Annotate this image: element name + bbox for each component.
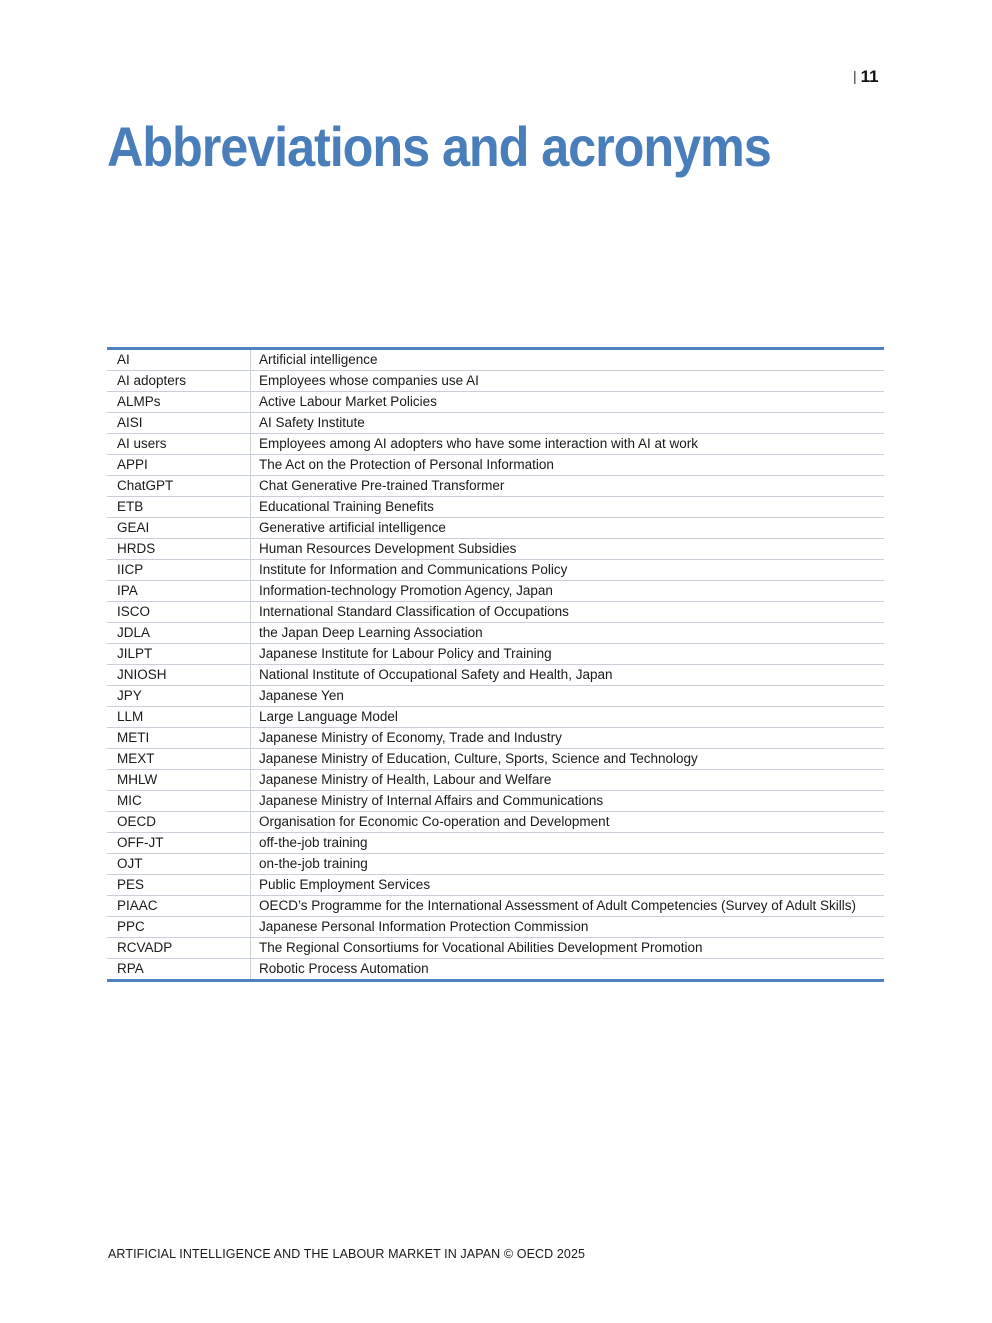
definition-cell: Organisation for Economic Co-operation and Development: [251, 812, 885, 833]
abbreviation-cell: HRDS: [107, 539, 251, 560]
abbreviation-cell: OJT: [107, 854, 251, 875]
table-row: [107, 476, 884, 497]
abbreviation-cell: JPY: [107, 686, 251, 707]
definition-cell: Employees among AI adopters who have some interaction with AI at work: [251, 434, 885, 455]
definition-cell: National Institute of Occupational Safety and Health, Japan: [251, 665, 885, 686]
definition-cell: on-the-job training: [251, 854, 885, 875]
abbreviation-cell: AISI: [107, 413, 251, 434]
definition-cell: Generative artificial intelligence: [251, 518, 885, 539]
definition-cell: Robotic Process Automation: [259, 961, 429, 977]
abbreviation-cell: ChatGPT: [107, 476, 251, 497]
abbreviation-cell: PES: [107, 875, 251, 896]
table-row: [107, 896, 884, 917]
abbreviation-cell: LLM: [107, 707, 251, 728]
abbreviation-cell: JDLA: [107, 623, 251, 644]
definition-cell: AI Safety Institute: [251, 413, 885, 434]
definition-cell: Japanese Institute for Labour Policy and Training: [251, 644, 885, 665]
definition-cell: Japanese Ministry of Internal Affairs and Communications: [251, 791, 885, 812]
table-row: [107, 854, 884, 875]
table-row: [107, 581, 884, 602]
definition-cell: OECD’s Programme for the International Assessment of Adult Competencies (Survey of Adult Skills): [251, 896, 885, 917]
page-number-value: 11: [860, 67, 879, 86]
definition-cell: Institute for Information and Communications Policy: [251, 560, 885, 581]
table-row: [107, 560, 884, 581]
definition-cell: Information-technology Promotion Agency, Japan: [251, 581, 885, 602]
abbreviation-cell: PPC: [107, 917, 251, 938]
abbreviation-cell: JNIOSH: [107, 665, 251, 686]
abbreviation-cell: OECD: [107, 812, 251, 833]
abbreviation-cell: AI adopters: [107, 371, 251, 392]
abbreviation-cell: RCVADP: [107, 938, 251, 959]
table-row: [107, 602, 884, 623]
table-row: [107, 770, 884, 791]
abbreviation-cell: GEAI: [107, 518, 251, 539]
definition-cell: Artificial intelligence: [251, 349, 885, 371]
page-number-separator: |: [853, 68, 857, 84]
definition-cell: Public Employment Services: [251, 875, 885, 896]
abbreviation-cell: ALMPs: [107, 392, 251, 413]
table-row: [107, 539, 884, 560]
table-row: [107, 707, 884, 728]
definition-cell: Japanese Personal Information Protection Commission: [251, 917, 885, 938]
abbreviations-table: [107, 347, 884, 982]
table-row: [107, 665, 884, 686]
definition-cell: Chat Generative Pre-trained Transformer: [251, 476, 885, 497]
abbreviation-cell: RPA: [107, 959, 251, 981]
table-row: [107, 749, 884, 770]
table-row: [107, 392, 884, 413]
table-row: [107, 833, 884, 854]
table-row: [107, 644, 884, 665]
table-row: [107, 455, 884, 476]
definition-cell: off-the-job training: [251, 833, 885, 854]
abbreviation-cell: MHLW: [107, 770, 251, 791]
table-row: [107, 623, 884, 644]
table-row: [107, 686, 884, 707]
abbreviation-cell: ETB: [107, 497, 251, 518]
table-row: [107, 917, 884, 938]
definition-cell: The Regional Consortiums for Vocational Abilities Development Promotion: [251, 938, 885, 959]
table-row: [107, 349, 884, 371]
abbreviation-cell: ISCO: [107, 602, 251, 623]
table-row: [107, 875, 884, 896]
definition-cell: the Japan Deep Learning Association: [251, 623, 885, 644]
table-row: [107, 812, 884, 833]
abbreviation-cell: METI: [107, 728, 251, 749]
definition-cell: Japanese Ministry of Economy, Trade and Industry: [251, 728, 885, 749]
table-row: [107, 413, 884, 434]
abbreviation-cell: OFF-JT: [107, 833, 251, 854]
page-footer: ARTIFICIAL INTELLIGENCE AND THE LABOUR MARKET IN JAPAN © OECD 2025: [108, 1247, 586, 1261]
abbreviation-cell: MIC: [107, 791, 251, 812]
definition-cell: Human Resources Development Subsidies: [251, 539, 885, 560]
definition-cell: International Standard Classification of Occupations: [251, 602, 885, 623]
definition-cell: Japanese Yen: [251, 686, 885, 707]
definition-cell: The Act on the Protection of Personal Information: [251, 455, 885, 476]
definition-cell: Large Language Model: [251, 707, 885, 728]
table-row: [107, 518, 884, 539]
abbreviation-cell: PIAAC: [107, 896, 251, 917]
definition-cell: Active Labour Market Policies: [251, 392, 885, 413]
definition-cell: Japanese Ministry of Education, Culture, Sports, Science and Technology: [251, 749, 885, 770]
table-row: [107, 959, 884, 981]
abbreviation-cell: JILPT: [107, 644, 251, 665]
page-number: [853, 66, 879, 87]
table-row: [107, 371, 884, 392]
definition-cell: Japanese Ministry of Health, Labour and Welfare: [251, 770, 885, 791]
abbreviation-cell: IPA: [107, 581, 251, 602]
abbreviation-cell: AI: [107, 349, 251, 371]
abbreviation-cell: MEXT: [107, 749, 251, 770]
table-row: [107, 791, 884, 812]
table-row: [107, 938, 884, 959]
table-row: [107, 728, 884, 749]
definition-cell: Educational Training Benefits: [251, 497, 885, 518]
abbreviations-table-body: [107, 349, 884, 981]
table-row: [107, 434, 884, 455]
page-title: Abbreviations and acronyms: [107, 115, 771, 178]
abbreviation-cell: APPI: [107, 455, 251, 476]
abbreviation-cell: AI users: [107, 434, 251, 455]
definition-cell: Employees whose companies use AI: [251, 371, 885, 392]
table-row: [107, 497, 884, 518]
abbreviation-cell: IICP: [107, 560, 251, 581]
